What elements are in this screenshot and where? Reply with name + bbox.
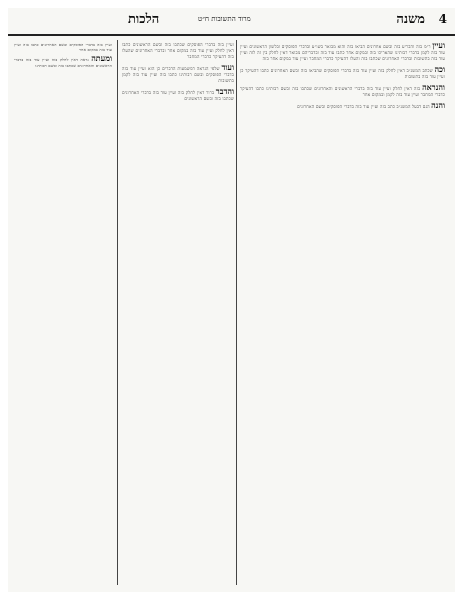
column-divider-left <box>117 40 118 585</box>
paragraph-lead-word: והדבר <box>215 86 234 96</box>
paragraph-lead-word: ומעתה <box>91 53 112 64</box>
right-column-text <box>240 42 445 584</box>
page-number: 4 <box>438 12 447 26</box>
paragraph-lead-word: ועיין <box>432 42 445 50</box>
paragraph-body: נראה דאין לחלק בזה ועיין עוד בזה בדברי הראשונים והאחרונים שכתבו בזה ובשם רבותינו <box>14 57 112 68</box>
middle-paragraph-3 <box>122 88 234 102</box>
paragraph-lead-word: וכה <box>434 64 445 74</box>
left-paragraph-1 <box>14 42 112 52</box>
paragraph-body: הגם דבעל המשנ״ב כתב בזה ועיין עוד בזה בדברי הפוסקים ובשם האחרונים <box>297 104 430 109</box>
paragraph-body: ועיין בזה בדברי הפוסקים שכתבו בזה ובשם הראשונים כתבו דאין לחלק ועיין עוד בזה במקום אחר ובדברי האחרונים שהעלו בזה דהעיקר כדברי המחבר <box>122 42 234 59</box>
paragraph-body: בזה דאין לחלק ועיין עוד בזה בדברי הראשונים והאחרונים שכתבו בזה ובשם רבותינו כתבו דהעיקר כדברי המחבר ועיין עוד בזה לקמן ובמקום אחר <box>240 86 445 97</box>
right-paragraph-4 <box>240 102 445 110</box>
paragraph-body: ועיין בזה בדברי הפוסקים ובשם האחרונים כתבו בזה ועיין עוד בזה במקום אחר <box>14 42 112 53</box>
middle-column-text <box>122 42 234 584</box>
right-paragraph-1 <box>240 42 445 62</box>
right-paragraph-3 <box>240 84 445 98</box>
running-subtitle: מרוד התשובות ח״ט <box>198 15 251 23</box>
right-paragraph-2 <box>240 66 445 80</box>
paragraph-body: שלפי הנראה דמשמעות הדברים כן הוא ועיין עוד בזה בדברי הפוסקים ובשם רבותינו כתבו בזה ועיין עוד בזה לקמן בתשובות <box>122 66 234 83</box>
left-paragraph-2 <box>14 53 112 68</box>
column-divider-right <box>236 40 237 585</box>
middle-paragraph-2 <box>122 64 234 84</box>
middle-paragraph-1 <box>122 42 234 60</box>
paragraph-lead-word: והנה <box>431 100 445 110</box>
running-title-hilchot: הלכות <box>128 12 160 27</box>
left-column-text <box>14 42 112 584</box>
paragraph-body: ר״מ בזה והכריע בזה ובשם אחרונים הביאו בזה והוא מבואר בשו״ע ובדברי הפוסקים ובלשון הראשונים ועיין עוד בזה לקמן בדברי רבותינו שהאריכו בזה ובמקום אחר כתבו עוד בזה ובדבריהם מבואר דאין לחלק בין זה לזה ועיין עוד בזה בתשובות ובדברי האחרונים שכתבו בזה והעלו דהעיקר כדברי המחבר ועיין עוד במקום אחר בזה <box>240 44 445 61</box>
paragraph-lead-word: והנראה <box>422 82 445 92</box>
paragraph-lead-word: ועוד <box>221 62 234 72</box>
paragraph-body: שכתב המשנ״ב דאין לחלק בזה ועיין עוד בזה בדברי הפוסקים שהביאו בזה ובשם האחרונים כתבו דהעיקר כן ועיין עוד בזה בתשובות <box>240 68 445 79</box>
running-title-mishna: משנה <box>396 12 425 27</box>
page-header <box>8 8 455 36</box>
paragraph-body: ברור דאין לחלק בזה ועיין עוד בזה בדברי האחרונים שכתבו בזה ובשם הראשונים <box>122 90 234 101</box>
book-page <box>8 8 455 592</box>
